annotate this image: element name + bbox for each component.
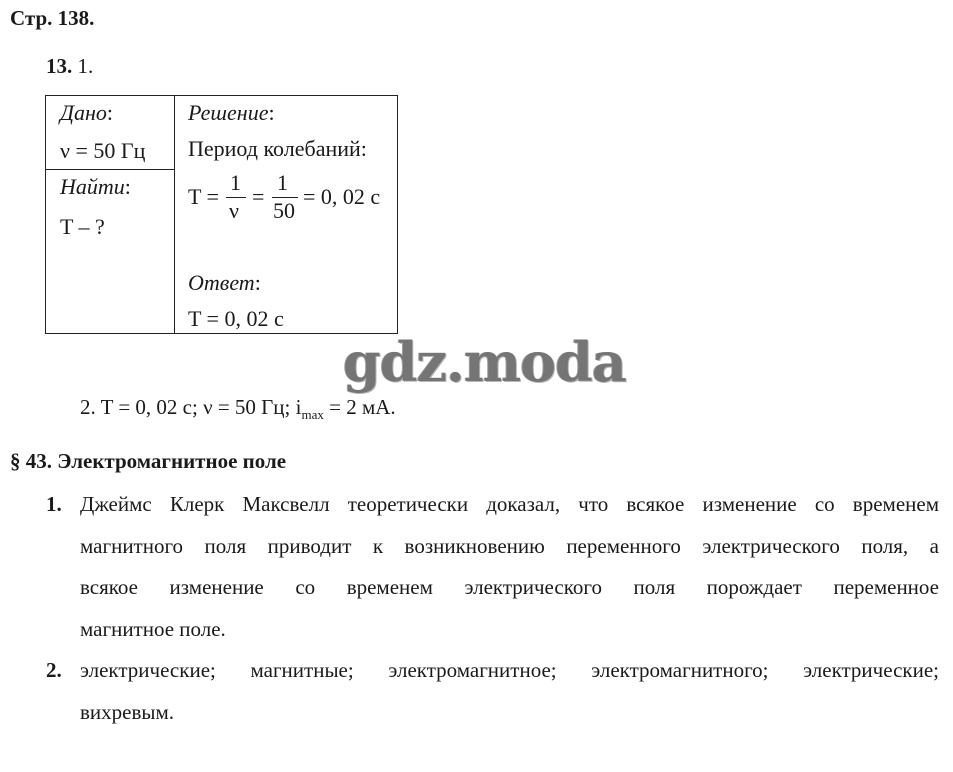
table-row-divider (46, 169, 175, 170)
page-heading: Стр. 138. (10, 6, 95, 30)
fraction1-numerator: 1 (230, 170, 241, 195)
given-solution-table (45, 95, 398, 334)
period-text: Период колебаний: (188, 136, 367, 161)
find-label: Найти: (60, 174, 131, 199)
list-item-1-line: Джеймс Клерк Максвелл теоретически доказал, что всякое изменение со временем (80, 492, 939, 516)
list-item-1-line: магнитное поле. (80, 617, 226, 641)
task-number (46, 54, 93, 79)
list-item-1-line: всякое изменение со временем электрического поля порождает переменное (80, 575, 939, 599)
answer-value: T = 0, 02 с (188, 306, 284, 331)
formula-equals: = (252, 184, 265, 209)
table-column-divider (174, 96, 175, 333)
fraction2-denominator: 50 (273, 198, 295, 223)
solution-label: Решение: (188, 100, 275, 125)
given-label: Дано: (60, 100, 114, 125)
section-title: § 43. Электромагнитное поле (10, 449, 287, 473)
find-value: T – ? (60, 214, 105, 239)
given-value: ν = 50 Гц (60, 138, 146, 163)
list-item-2-number: 2. (46, 658, 62, 682)
list-item-2-line: вихревым. (80, 700, 175, 724)
task-number-bold: 13. (46, 54, 73, 78)
task-part-2: 2. T = 0, 02 с; ν = 50 Гц; $i_{max} = 2$ мА. (80, 395, 396, 423)
formula-result: = 0, 02 с (303, 184, 381, 209)
answer-label: Ответ: (188, 270, 261, 295)
task-subnumber: 1. (77, 54, 94, 78)
list-item-2-line: электрические; магнитные; электромагнитное; электромагнитного; электрические; (80, 658, 939, 682)
fraction1-denominator: ν (229, 198, 239, 223)
fraction2-numerator: 1 (277, 170, 288, 195)
list-item-1-number: 1. (46, 492, 62, 516)
watermark-logo: gdz.moda (343, 330, 626, 394)
list-item-1-line: магнитного поля приводит к возникновению переменного электрического поля, а (80, 534, 939, 558)
formula-lhs: T = (188, 184, 219, 209)
